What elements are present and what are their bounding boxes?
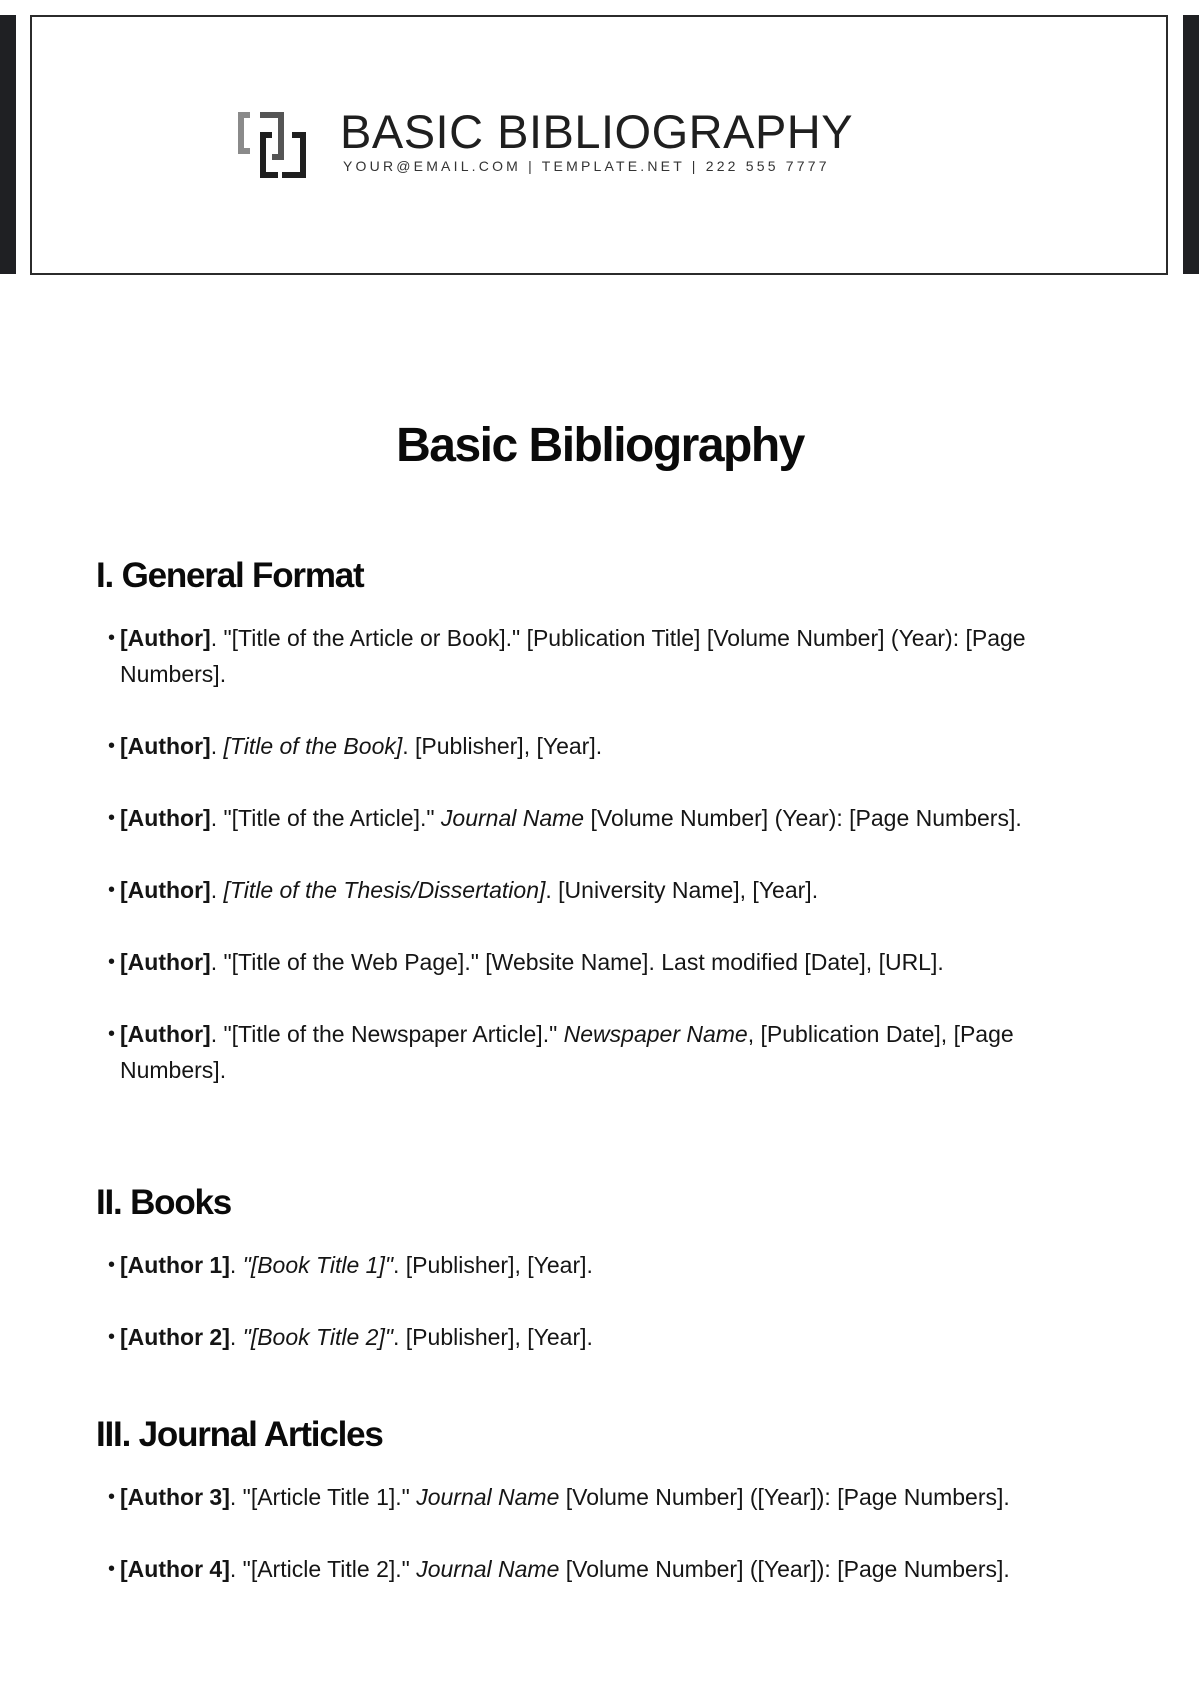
entry-italic-text: Newspaper Name [563, 1021, 748, 1047]
entry-text: "[Article Title 1]." [242, 1484, 417, 1510]
entry-text: [Volume Number] (Year): [Page Numbers]. [584, 805, 1022, 831]
section-journal-articles [96, 1415, 1076, 1623]
reference-entry [96, 944, 1076, 980]
entry-text: [Volume Number] ([Year]): [Page Numbers]. [559, 1556, 1010, 1582]
entry-text: "[Title of the Newspaper Article]." [223, 1021, 564, 1047]
entry-separator: . [229, 1484, 243, 1510]
entry-italic-text: [Title of the Book] [223, 733, 403, 759]
entry-author: [Author] [120, 733, 211, 759]
section-heading: II. Books [96, 1183, 232, 1222]
reference-entry [96, 1479, 1076, 1515]
reference-entry [96, 1319, 1076, 1355]
section-general-format [96, 556, 1076, 1124]
section-books [96, 1183, 1076, 1391]
entry-text: "[Title of the Article]." [223, 805, 441, 831]
reference-entry [96, 872, 1076, 908]
entry-separator: . [229, 1556, 243, 1582]
brand-title: BASIC BIBLIOGRAPHY [340, 105, 854, 158]
entry-separator: . [210, 1021, 224, 1047]
entry-italic-text: Journal Name [416, 1556, 560, 1582]
reference-entry [96, 1016, 1076, 1088]
section-heading: III. Journal Articles [96, 1415, 383, 1454]
contact-line: YOUR@EMAIL.COM | TEMPLATE.NET | 222 555 7777 [343, 158, 830, 174]
entry-text: "[Title of the Article or Book]." [Publication Title] [Volume Number] (Year): [Page Numbers]. [120, 625, 1026, 687]
entry-italic-text: "[Book Title 2]" [242, 1324, 394, 1350]
brand-header [238, 105, 854, 180]
left-decorative-bar [0, 15, 16, 274]
entry-text: . [Publisher], [Year]. [393, 1324, 593, 1350]
section-heading: I. General Format [96, 556, 364, 595]
entry-separator: . [229, 1324, 243, 1350]
right-decorative-bar [1183, 15, 1199, 274]
bracket-logo-icon [238, 110, 310, 180]
entry-italic-text: [Title of the Thesis/Dissertation] [223, 877, 546, 903]
entry-text: "[Title of the Web Page]." [Website Name]. Last modified [Date], [URL]. [223, 949, 944, 975]
entry-separator: . [210, 949, 224, 975]
entry-italic-text: Journal Name [416, 1484, 560, 1510]
entry-separator: . [210, 877, 224, 903]
reference-entry [96, 728, 1076, 764]
entry-text: . [University Name], [Year]. [545, 877, 819, 903]
reference-list [96, 1247, 1076, 1355]
entry-text: . [Publisher], [Year]. [402, 733, 603, 759]
entry-separator: . [210, 733, 224, 759]
entry-text: . [Publisher], [Year]. [393, 1252, 593, 1278]
entry-separator: . [229, 1252, 243, 1278]
reference-list [96, 1479, 1076, 1587]
entry-author: [Author 3] [120, 1484, 230, 1510]
entry-italic-text: "[Book Title 1]" [242, 1252, 394, 1278]
reference-entry [96, 800, 1076, 836]
entry-separator: . [210, 805, 224, 831]
entry-author: [Author] [120, 877, 211, 903]
entry-author: [Author 4] [120, 1556, 230, 1582]
entry-author: [Author] [120, 805, 211, 831]
entry-italic-text: Journal Name [440, 805, 585, 831]
entry-text: , [Publication Date], [Page Numbers]. [120, 1021, 1014, 1083]
reference-list [96, 620, 1076, 1088]
entry-author: [Author] [120, 1021, 211, 1047]
entry-author: [Author] [120, 625, 211, 651]
reference-entry [96, 1247, 1076, 1283]
entry-separator: . [210, 625, 224, 651]
reference-entry [96, 620, 1076, 692]
document-title: Basic Bibliography [396, 419, 804, 472]
entry-author: [Author 1] [120, 1252, 230, 1278]
entry-text: [Volume Number] ([Year]): [Page Numbers]. [559, 1484, 1010, 1510]
entry-author: [Author] [120, 949, 211, 975]
reference-entry [96, 1551, 1076, 1587]
entry-author: [Author 2] [120, 1324, 230, 1350]
entry-text: "[Article Title 2]." [242, 1556, 417, 1582]
